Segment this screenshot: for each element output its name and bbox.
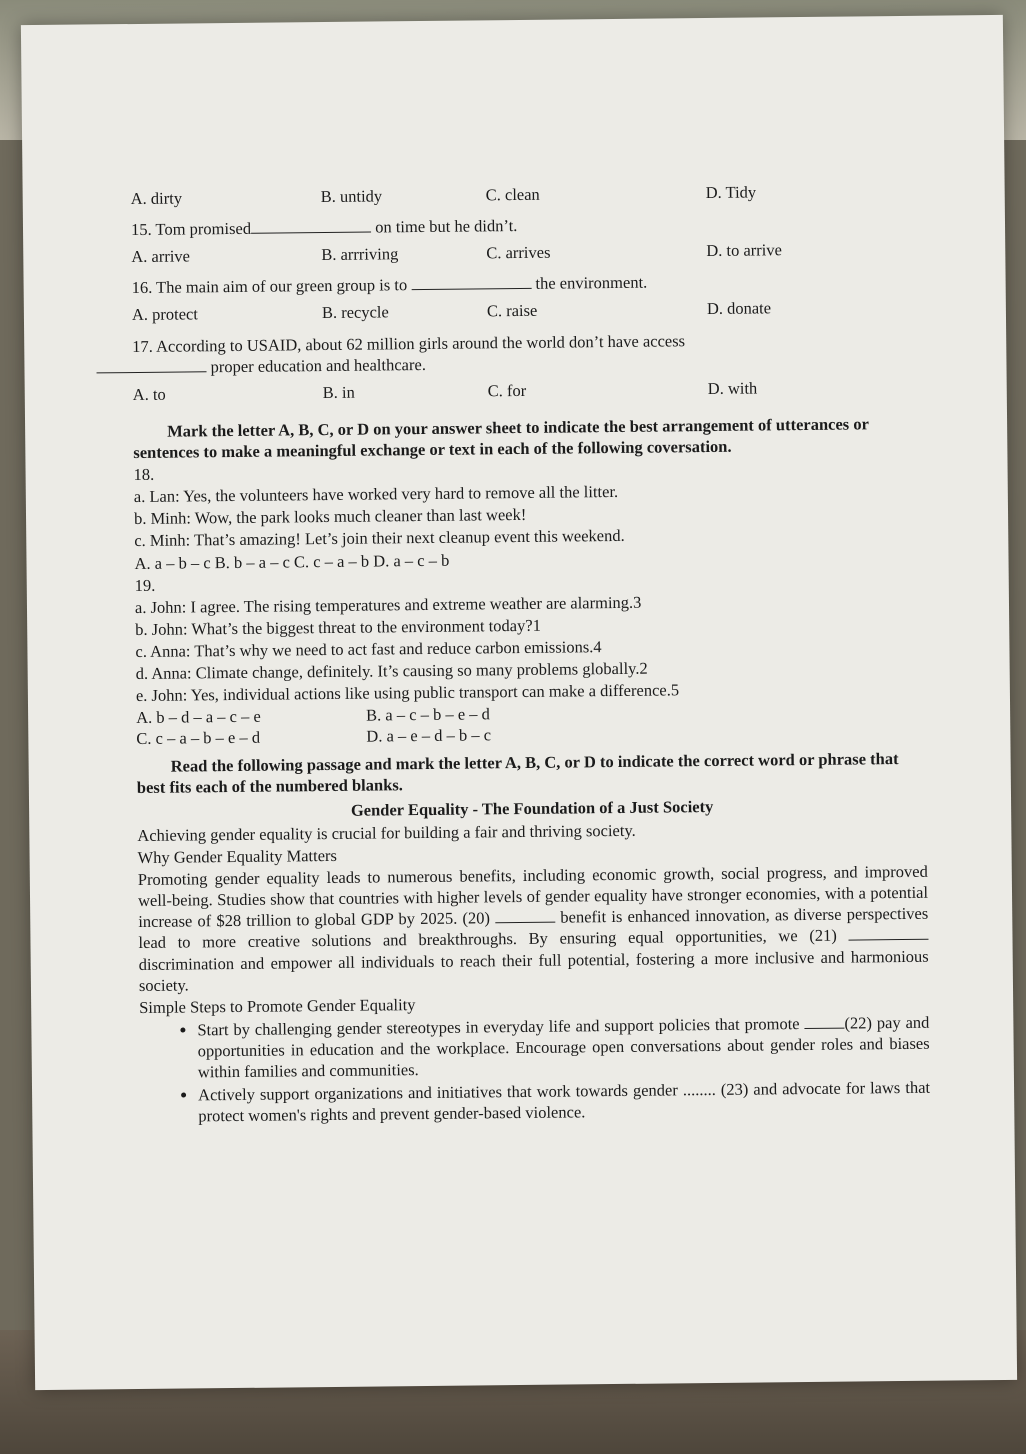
q17-line2: proper education and healthcare.: [210, 354, 426, 376]
q17-option-a: A. to: [132, 384, 166, 404]
step-1: [197, 1012, 930, 1083]
q16-after: the environment.: [535, 272, 648, 294]
step-1-part-a: Start by challenging gender stereotypes in everyday life and support policies that promote: [197, 1013, 800, 1040]
instruction-arrangement: Mark the letter A, B, C, or D on your answer sheet to indicate the best arrangement of utterances or sentences to make a meaningful exchange or text in each of the following coversation.: [133, 414, 869, 463]
passage-intro: Achieving gender equality is crucial for building a fair and thriving society.: [137, 820, 636, 845]
q16-options: [132, 296, 922, 325]
q16-option-c: C. raise: [486, 301, 538, 321]
step-1-part-b: (22) pay and opportunities in education and the workplace. Encourage open conversations about gender roles and biases within families and communities.: [197, 1012, 930, 1082]
q19-option-d: D. a – e – d – b – c: [366, 725, 492, 747]
q19-option-b: B. a – c – b – e – d: [366, 704, 490, 725]
blank-20: [495, 910, 555, 924]
q17-options: [133, 376, 923, 405]
q18-line-a: a. Lan: Yes, the volunteers have worked very hard to remove all the litter.: [133, 482, 619, 507]
q15-stem: [131, 211, 921, 240]
q18-line-b: b. Minh: Wow, the park looks much cleaner than last week!: [133, 505, 527, 529]
blank-21: [848, 927, 928, 941]
q19-option-c: C. c – a – b – e – d: [136, 728, 261, 749]
q18-line-c: c. Minh: That’s amazing! Let’s join their next cleanup event this weekend.: [134, 526, 625, 551]
paper-sheet: [21, 15, 1017, 1390]
q15-blank: [251, 220, 371, 234]
q14-option-a: A. dirty: [130, 188, 183, 209]
passage-heading-1: Why Gender Equality Matters: [137, 845, 338, 867]
passage-title: Gender Equality - The Foundation of a Just Society: [350, 796, 714, 820]
q18-number: 18.: [133, 464, 155, 485]
q18-options: A. a – b – c B. b – a – c C. c – a – b D. a – c – b: [134, 550, 450, 573]
q17-option-d: D. with: [707, 378, 758, 398]
q15-options: [131, 238, 921, 267]
q16-stem: [132, 269, 922, 298]
q17-stem: [132, 327, 922, 377]
passage-paragraph-1: [138, 861, 929, 996]
instruction-passage: Read the following passage and mark the letter A, B, C, or D to indicate the correct word or phrase that best fits each of the numbered blanks.: [136, 748, 899, 797]
q16-option-d: D. donate: [706, 298, 772, 319]
q16-option-b: B. recycle: [321, 302, 389, 323]
q15-before: 15. Tom promised: [130, 218, 252, 240]
q15-option-d: D. to arrive: [706, 240, 782, 261]
q17-blank: [96, 359, 206, 373]
q14-option-b: B. untidy: [320, 186, 383, 207]
p1-part-c: discrimination and empower all individuals to reach their full potential, fostering a more inclusive and harmonious society.: [138, 946, 929, 995]
q19-line-c: c. Anna: That’s why we need to act fast and reduce carbon emissions.4: [135, 637, 602, 661]
q19-number: 19.: [134, 575, 156, 595]
q19-line-a: a. John: I agree. The rising temperatures and extreme weather are alarming.3: [134, 592, 642, 617]
p1-part-b: benefit is enhanced innovation, as diverse perspectives lead to more creative solutions and breakthroughs. By ensuring equal opportunities, we (21): [138, 904, 929, 953]
steps-list: [139, 1012, 930, 1128]
passage-heading-2: Simple Steps to Promote Gender Equality: [139, 994, 416, 1017]
blank-22: [804, 1015, 844, 1028]
q14-option-d: D. Tidy: [705, 182, 757, 203]
step-2: • Actively support organizations and initiatives that work towards gender ........ (23) and advocate for laws that protect women's rights and prevent gender-based violence.: [198, 1077, 930, 1127]
p1-part-a: Promoting gender equality leads to numerous benefits, including economic growth, social progress, and improved well-being. Studies show that countries with higher levels of gender equality have stronger economies, with a potential increase of $28 trillion to global GDP by 2025. (20): [137, 861, 929, 932]
q19-option-a: A. b – d – a – c – e: [136, 707, 261, 728]
q15-after: on time but he didn’t.: [375, 216, 518, 237]
q15-option-c: C. arrives: [486, 242, 551, 263]
q14-options: [131, 180, 921, 209]
q16-option-a: A. protect: [131, 304, 199, 325]
q16-blank: [411, 276, 531, 290]
q15-option-b: B. arrriving: [321, 244, 399, 265]
q17-option-b: B. in: [322, 382, 355, 402]
document-content: [131, 174, 931, 1130]
q19-line-d: d. Anna: Climate change, definitely. It’s causing so many problems globally.2: [135, 658, 648, 684]
q19-line-b: b. John: What’s the biggest threat to the environment today?1: [135, 615, 541, 639]
q17-line1: 17. According to USAID, about 62 million girls around the world don’t have access: [132, 330, 686, 356]
q16-before: 16. The main aim of our green group is to: [131, 275, 408, 298]
q14-option-c: C. clean: [485, 184, 540, 205]
q15-option-a: A. arrive: [131, 246, 191, 267]
q19-line-e: e. John: Yes, individual actions like using public transport can make a difference.5: [135, 680, 680, 706]
q17-option-c: C. for: [487, 380, 527, 401]
